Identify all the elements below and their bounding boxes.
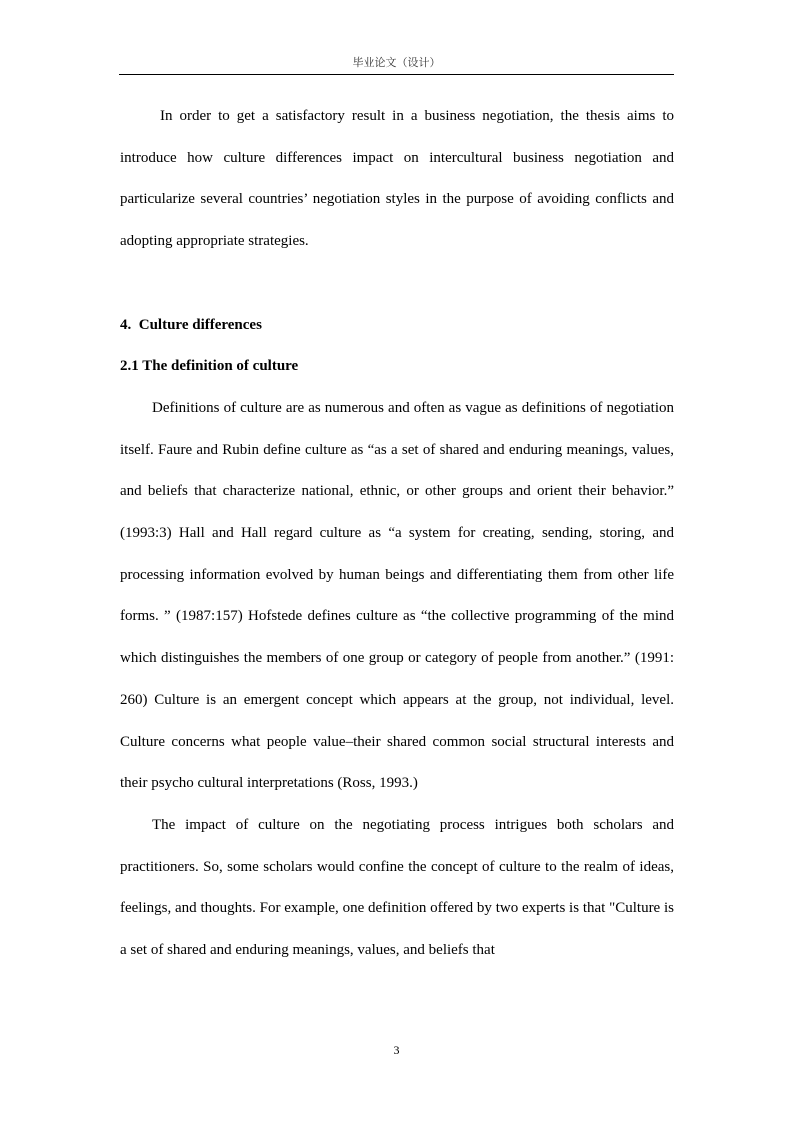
intro-paragraph: In order to get a satisfactory result in a business negotiation, the thesis aims to introduce how culture differences impact on intercultural business negotiation and particularize several countries’ negotiation styles in the purpose of avoiding conflicts and adopting appropriate strategies. — [120, 108, 674, 250]
subsection-heading: 2.1 The definition of culture — [120, 358, 299, 375]
header-title: 毕业论文（设计） — [352, 56, 441, 69]
paragraph-culture-impact: The impact of culture on the negotiating process intrigues both scholars and practitioners. So, some scholars would confine the concept of culture to the realm of ideas, feelings, and thoughts. For example, one definition offered by two experts is that "Culture is a set of shared and enduring meanings, values, and beliefs that — [120, 816, 674, 959]
section-heading: 4. Culture differences — [120, 316, 262, 333]
page-number: 3 — [393, 1043, 400, 1057]
document-body — [120, 96, 674, 972]
section-spacer — [120, 263, 674, 305]
page-header — [119, 52, 674, 75]
paragraph-culture-definitions: Definitions of culture are as numerous and often as vague as definitions of negotiation itself. Faure and Rubin define culture as “as a set of shared and enduring meanings, values, and beliefs that characterize national, ethnic, or other groups and orient their behavior.” (1993:3) Hall and Hall regard culture as “a system for creating, sending, storing, and processing information evolved by human beings and differentiating them from other life forms. ” (1987:157) Hofstede defines culture as “the collective programming of the mind which distinguishes the members of one group or category of people from another.” (1991: 260) Culture is an emergent concept which appears at the group, not individual, level. Culture concerns what people value–their shared common social structural interests and their psycho cultural interpretations (Ross, 1993.) — [120, 399, 674, 792]
